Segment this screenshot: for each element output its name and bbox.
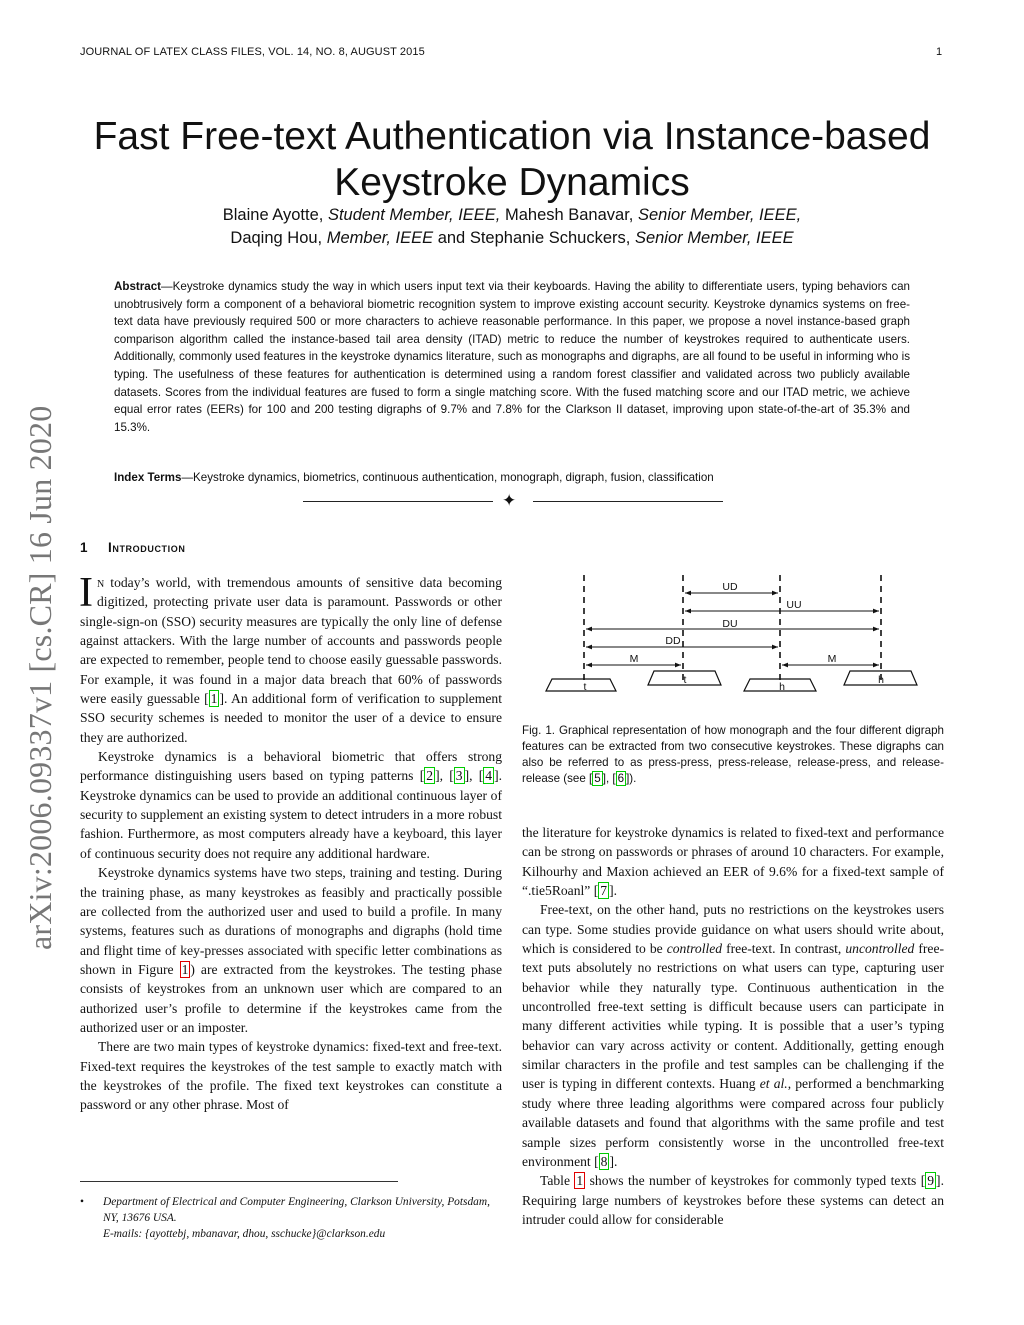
abstract-text: —Keystroke dynamics study the way in which users input text via their keyboards. Having the ability to differentiate users, typing behaviors can unobtrusively form a component of a behavioral biometric recognition system to improve existing account security. Keystroke dynamics systems on free-text data have previously required 500 or more characters to achieve reasonable performance. In this paper, we propose a novel instance-based graph comparison algorithm called the instance-based tail area density (ITAD) metric to reduce the number of keystrokes required to authenticate users. Additionally, commonly used features in the keystroke dynamics literature, such as monographs and digraphs, are all found to be useful in informing who is typing. The usefulness of these features for authentication is determined using a random forest classifier and validated across two publicly available datasets. Scores from the individual features are fused to form a single matching score. With the fused matching score and our ITAD metric, we achieve equal error rates (EERs) for 100 and 200 testing digraphs of 9.7% and 7.8% for the Clarkson II dataset, improving upon state-of-the-art of 35.3% and 15.3%. <box>114 280 910 434</box>
paragraph-text: shows the number of keystrokes for commonly typed texts <box>585 1173 921 1189</box>
abstract-label: Abstract <box>114 280 162 293</box>
paragraph-text: free-text. In contrast, <box>722 941 846 957</box>
keycap-pressed <box>546 679 616 691</box>
paragraph-text: the literature for keystroke dynamics is related to fixed-text and performance can be strong on passwords or phrases of around 10 characters. For example, Kilhourhy and Maxion achieved an EER of 9.6% for a fixed-text sample of “.tie5Roanl” <box>522 825 944 899</box>
author-name: Mahesh Banavar, <box>504 206 634 224</box>
dd-label: DD <box>665 635 681 647</box>
author-affiliation: Student Member, IEEE, <box>327 206 501 224</box>
citation-link[interactable]: 7 <box>600 883 608 899</box>
keystroke-diagram-svg <box>530 573 950 703</box>
citation-link[interactable]: 3 <box>455 768 463 784</box>
paragraph-text: Keystroke dynamics systems have two steps, training and testing. During the training phase, as many keystrokes as feasibly and practically possible are collected from the authorized user and used to build a profile. In many systems, features such as durations of monographs and digraphs (hold time and flight time of key-presses associated with specific letter combinations as shown in Figure <box>80 865 502 977</box>
footnote-rule <box>80 1181 398 1182</box>
paragraph-text: today’s world, with tremendous amounts of sensitive data becoming digitized, protecting private user data is paramount. Passwords or other single-sign-on (SSO) security measures are typically the only line of defense against attackers. With the large number of accounts and passwords people are expected to remember, people tend to choose easily guessable passwords. For example, it was found in a major data breach that 60% of passwords were easily guessable <box>80 575 502 707</box>
footnote-affiliation: Department of Electrical and Computer Engineering, Clarkson University, Potsdam, NY, 13676 USA. <box>103 1196 490 1224</box>
running-head: JOURNAL OF LATEX CLASS FILES, VOL. 14, NO. 8, AUGUST 2015 <box>80 46 425 58</box>
author-affiliation: Member, IEEE <box>326 229 434 247</box>
citation-link[interactable]: 9 <box>927 1173 935 1189</box>
emphasis: controlled <box>666 941 723 957</box>
section-number: 1 <box>80 540 89 555</box>
author-affiliation: Senior Member, IEEE <box>634 229 794 247</box>
author-connector: and <box>437 229 466 247</box>
paragraph-text: . Requiring large numbers of keystrokes before these systems can detect an intruder could allow for considerable <box>522 1173 944 1227</box>
separator-line-right <box>533 501 723 502</box>
ud-label: UD <box>722 581 738 593</box>
footnote-text <box>103 1194 502 1242</box>
separator-diamond-icon: ✦ <box>502 491 517 510</box>
paragraph-text: ) are extracted from the keystrokes. The testing phase consists of keystrokes from an unknown user which are compared to an authorized user’s profile to determine if the keystrokes came from the authorized user or an imposter. <box>80 961 502 1035</box>
paragraph-text: . An additional form of verification to supplement SSO security schemes is needed to monitor the user of a device to ensure they are authorized. <box>80 691 502 745</box>
keycap-label: h <box>779 681 785 693</box>
paragraph-text: Keystroke dynamics is a behavioral biometric that offers strong performance distinguishing users based on typing patterns <box>80 749 502 784</box>
m-label-left: M <box>629 653 639 665</box>
paragraph <box>80 863 502 1037</box>
paragraph-text: . <box>613 1153 618 1169</box>
citation-link[interactable]: 5 <box>594 772 601 785</box>
right-column <box>522 823 944 1229</box>
citation-link[interactable]: 4 <box>485 768 493 784</box>
paragraph-text: free-text puts absolutely no restrictions on what users can type, capturing user behavior while they naturally type. Continuous authentication in the uncontrolled free-text setting is difficult because users can participate in many different activities while typing. It is possible that a user’s typing behavior can vary across activity or content. Additionally, getting enough similar characters in the profile and test samples can be challenging if the user is typing in different contexts. Huang <box>522 941 944 1092</box>
paragraph: Keystroke dynamics is a behavioral biometric that offers strong performance distinguishing users based on typing patterns [ 2 ], [ 3 ], [ 4 ]. Keystroke dynamics can be used to provide an additional continuous layer of security to supplement an existing system to detect intruders in a more robust fashion. Furthermore, as most computers already have a keyboard, this layer of continuous security does not require any additional hardware. <box>80 749 502 861</box>
section-title: Introduction <box>108 540 186 555</box>
author-name: Stephanie Schuckers, <box>469 229 631 247</box>
citation-link[interactable]: 6 <box>617 772 625 785</box>
keycap-label: t <box>583 681 587 693</box>
paragraph-text: , performed a benchmarking study where three leading algorithms were compared across four publicly available datasets and found that algorithms with the same profile and test sample sizes perform consistently worse in the uncontrolled free-text environment <box>522 1076 945 1169</box>
smallcaps-lead: n <box>97 575 105 590</box>
footnote-bullet: • <box>80 1196 84 1208</box>
citation-link[interactable]: 8 <box>600 1153 608 1169</box>
paper-title: Fast Free-text Authentication via Instance-based Keystroke Dynamics <box>93 115 931 205</box>
paragraph: In today’s world, with tremendous amounts of sensitive data becoming digitized, protecting private user data is paramount. Passwords or other single-sign-on (SSO) security measures are typically the only line of defense against attackers. With the large number of accounts and passwords people are expected to remember, people tend to choose easily guessable passwords. For example, it was found in a major data breach that 60% of passwords were easily guessable [ 1 ]. An additional form of verification to supplement SSO security schemes is needed to monitor the user of a device to ensure they are authorized. <box>79 570 502 745</box>
page-number: 1 <box>936 46 943 58</box>
figure-caption: Fig. 1. Graphical representation of how monograph and the four different digraph features can be extracted from two consecutive keystrokes. These digraphs can also be referred to as press-press, press-release, release-press, and release-release (see [ 5 ], [ 6 ]). <box>522 724 944 785</box>
index-terms-text: —Keystroke dynamics, biometrics, continuous authentication, monograph, digraph, fusion, classification <box>181 471 714 484</box>
keycap-label: t <box>683 674 687 686</box>
arxiv-stamp: arXiv:2006.09337v1 [cs.CR] 16 Jun 2020 <box>22 405 58 950</box>
drop-cap: I <box>79 570 93 616</box>
citation-link[interactable]: 2 <box>426 768 434 784</box>
m-label-right: M <box>827 653 837 665</box>
paragraph: There are two main types of keystroke dynamics: fixed-text and free-text. Fixed-text requires the keystrokes of the test sample to exactly match with the keystrokes of the profile. The fixed text keystrokes can constitute a password or any other phrase. Most of <box>80 1039 502 1113</box>
figure-keystroke-diagram <box>530 573 950 703</box>
paragraph-text: Free-text, on the other hand, puts no restrictions on the keystrokes users can type. Some studies provide guidance on what users should write about, which is considered to be <box>522 902 944 957</box>
paragraph: the literature for keystroke dynamics is related to fixed-text and performance can be strong on passwords or phrases of around 10 characters. For example, Kilhourhy and Maxion achieved an EER of 9.6% for a fixed-text sample of “.tie5Roanl” [ 7 ]. <box>522 825 944 899</box>
uu-label: UU <box>786 599 802 611</box>
footnote-emails: E-mails: {ayottebj, mbanavar, dhou, sschucke}@clarkson.edu <box>103 1228 386 1240</box>
index-terms <box>114 469 910 486</box>
paragraph: Table 1 shows the number of keystrokes for commonly typed texts [ 9 ]. Requiring large numbers of keystrokes before these systems can detect an intruder could allow for considerable <box>522 1173 944 1227</box>
paragraph-text: Table <box>540 1173 575 1189</box>
author-name: Daqing Hou, <box>230 229 323 247</box>
index-terms-label: Index Terms <box>114 471 182 484</box>
footnote <box>80 1194 502 1242</box>
emphasis: uncontrolled <box>845 941 915 957</box>
du-label: DU <box>722 618 738 630</box>
separator-line-left <box>303 501 493 502</box>
table-link[interactable]: 1 <box>576 1173 584 1189</box>
figure-link[interactable]: 1 <box>181 961 189 977</box>
left-column <box>79 570 502 1115</box>
emphasis: et al. <box>759 1076 788 1092</box>
paragraph-text: . Keystroke dynamics can be used to provide an additional continuous layer of security to supplement an existing system to detect intruders in a more robust fashion. Furthermore, as most computers already have a keyboard, this layer of continuous security does not require any additional hardware. <box>80 768 502 861</box>
paragraph-text: . <box>613 883 617 899</box>
author-list <box>60 204 964 250</box>
caption-text: Fig. 1. Graphical representation of how monograph and the four different digraph features can be extracted from two consecutive keystrokes. These digraphs can also be referred to as press-press, press-release, release-press, and release-release (see <box>522 724 944 785</box>
author-name: Blaine Ayotte, <box>222 206 324 224</box>
citation-link[interactable]: 1 <box>210 691 218 707</box>
keycap-label: h <box>878 674 884 686</box>
caption-text: ). <box>629 772 637 785</box>
paragraph: Free-text, on the other hand, puts no restrictions on the keystrokes users can type. Some studies provide guidance on what users should write about, which is considered to be controlled free-text. In contrast, uncontrolled free-text puts absolutely no restrictions on what users can type, capturing user behavior while they naturally type. Continuous authentication in the uncontrolled free-text setting is difficult because users can participate in many different activities while typing. It is possible that a user’s typing behavior can vary across activity or content. Additionally, getting enough similar characters in the profile and test samples can be challenging if the user is typing in different contexts. Huang et al., performed a benchmarking study where three leading algorithms were compared across four publicly available datasets and found that algorithms with the same profile and test sample sizes perform consistently worse in the uncontrolled free-text environment [ 8 ]. <box>522 902 945 1169</box>
abstract <box>114 278 910 436</box>
section-heading <box>80 540 185 555</box>
author-affiliation: Senior Member, IEEE, <box>637 206 802 224</box>
